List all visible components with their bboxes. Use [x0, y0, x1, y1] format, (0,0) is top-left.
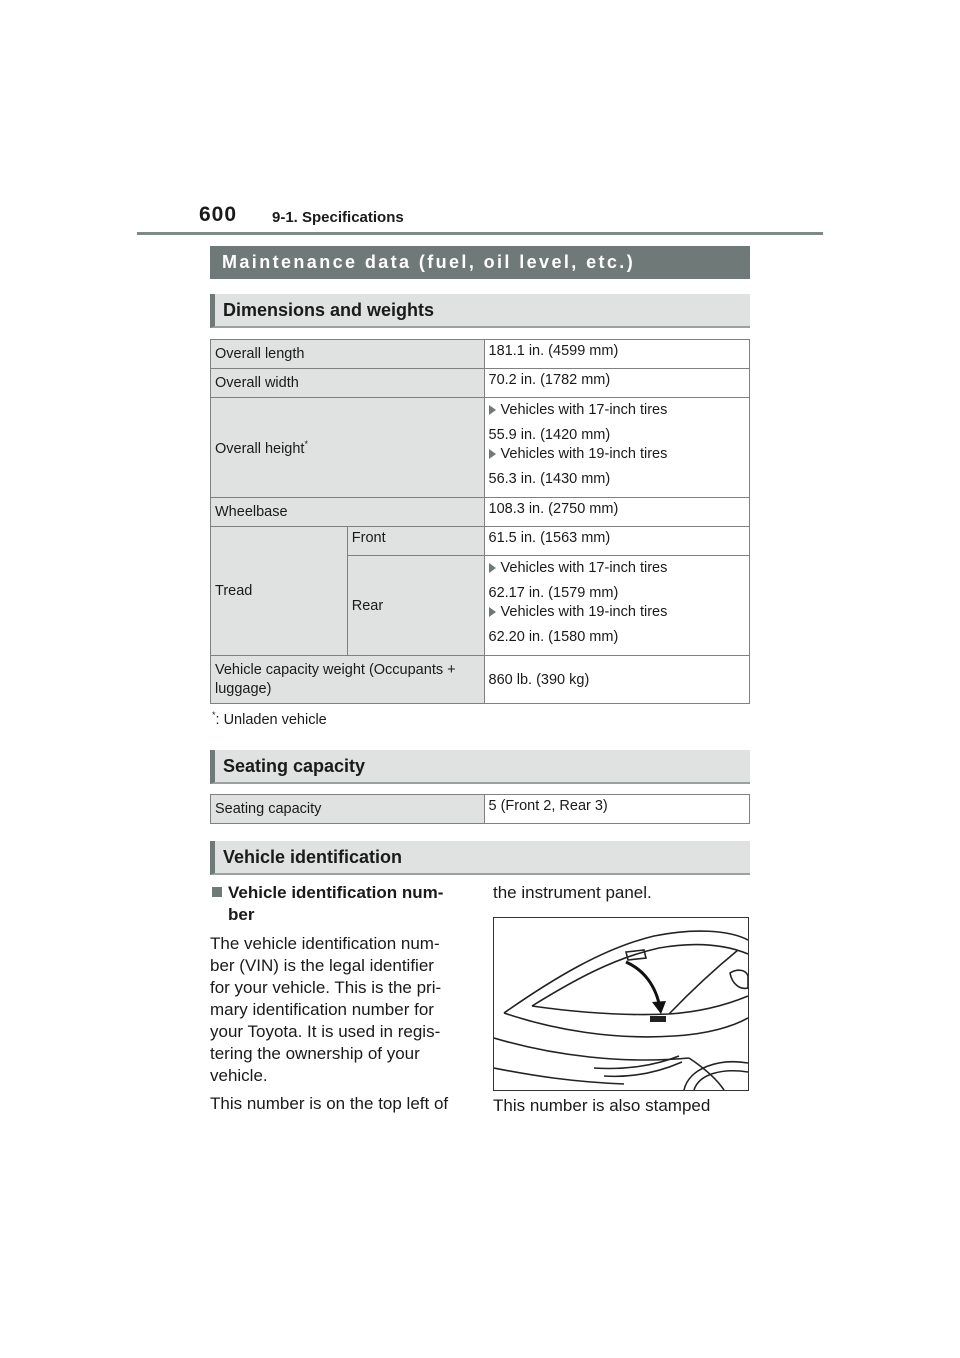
wheelbase-value: 108.3 in. (2750 mm)	[484, 498, 749, 527]
dimensions-table	[210, 339, 750, 704]
variant-label: Vehicles with 17-inch tires	[500, 402, 668, 418]
rear-17-value: 62.17 in. (1579 mm)	[488, 585, 619, 601]
variant-17-inch	[489, 559, 745, 578]
table-row	[211, 398, 750, 498]
footnote-mark: *	[212, 710, 216, 720]
capacity-weight-value: 860 lb. (390 kg)	[484, 656, 749, 704]
table-row	[211, 527, 750, 556]
overall-width-label: Overall width	[211, 369, 485, 398]
car-windshield-drawing	[494, 918, 748, 1090]
vin-paragraph	[210, 933, 441, 1087]
triangle-bullet-icon	[489, 449, 496, 459]
tread-rear-value	[484, 556, 749, 656]
page-number: 600	[199, 203, 238, 226]
square-bullet-icon	[212, 887, 222, 897]
overall-height-label	[211, 398, 485, 498]
footnote-marker: *	[304, 438, 308, 449]
capacity-weight-label: Vehicle capacity weight (Occupants + luggage)	[211, 656, 485, 704]
seating-label: Seating capacity	[211, 795, 485, 824]
overall-height-value	[484, 398, 749, 498]
vin-paragraph-line: tering the ownership of your	[210, 1044, 420, 1063]
section-banner: Maintenance data (fuel, oil level, etc.)	[210, 246, 750, 279]
footnote-text: : Unladen vehicle	[215, 711, 327, 728]
vin-paragraph-line: mary identification number for	[210, 1000, 434, 1019]
vin-subheading-line2: ber	[228, 905, 255, 924]
tread-label: Tread	[211, 527, 348, 656]
seating-table	[210, 794, 750, 824]
vin-paragraph-line: your Toyota. It is used in regis-	[210, 1022, 441, 1041]
tread-front-label: Front	[347, 527, 484, 556]
variant-label: Vehicles with 19-inch tires	[500, 604, 668, 620]
triangle-bullet-icon	[489, 563, 496, 573]
variant-17-inch	[489, 401, 745, 420]
overall-length-value: 181.1 in. (4599 mm)	[484, 340, 749, 369]
table-row	[211, 369, 750, 398]
wheelbase-label: Wheelbase	[211, 498, 485, 527]
overall-height-label-text: Overall height	[215, 440, 305, 457]
dimensions-heading: Dimensions and weights	[210, 294, 750, 328]
overall-length-label: Overall length	[211, 340, 485, 369]
tread-front-value: 61.5 in. (1563 mm)	[484, 527, 749, 556]
chapter-title: 9-1. Specifications	[272, 209, 404, 226]
seating-heading: Seating capacity	[210, 750, 750, 784]
height-19-value: 56.3 in. (1430 mm)	[488, 471, 611, 487]
vin-paragraph-line: vehicle.	[210, 1066, 268, 1085]
overall-width-value: 70.2 in. (1782 mm)	[484, 369, 749, 398]
table-row	[211, 340, 750, 369]
footnote	[212, 710, 327, 728]
variant-19-inch	[489, 445, 745, 464]
variant-label: Vehicles with 19-inch tires	[500, 446, 668, 462]
vin-paragraph-line: ber (VIN) is the legal identifier	[210, 956, 434, 975]
seating-value: 5 (Front 2, Rear 3)	[484, 795, 750, 824]
triangle-bullet-icon	[489, 607, 496, 617]
variant-19-inch	[489, 603, 745, 622]
rear-19-value: 62.20 in. (1580 mm)	[488, 629, 619, 645]
vehicle-id-heading: Vehicle identification	[210, 841, 750, 875]
height-17-value: 55.9 in. (1420 mm)	[488, 427, 611, 443]
triangle-bullet-icon	[489, 405, 496, 415]
vin-location-illustration	[493, 917, 749, 1091]
header-divider	[137, 232, 823, 235]
tread-rear-label: Rear	[347, 556, 484, 656]
table-row	[211, 795, 750, 824]
vin-subheading	[212, 882, 443, 926]
table-row	[211, 498, 750, 527]
vin-paragraph-line: The vehicle identification num-	[210, 934, 440, 953]
vin-location-text: This number is on the top left of	[210, 1094, 449, 1113]
vin-paragraph-line: for your vehicle. This is the pri-	[210, 978, 442, 997]
instrument-panel-text: the instrument panel.	[493, 883, 652, 902]
stamped-text: This number is also stamped	[493, 1096, 711, 1115]
vin-subheading-line1: Vehicle identification num-	[228, 883, 444, 902]
table-row	[211, 656, 750, 704]
variant-label: Vehicles with 17-inch tires	[500, 560, 668, 576]
